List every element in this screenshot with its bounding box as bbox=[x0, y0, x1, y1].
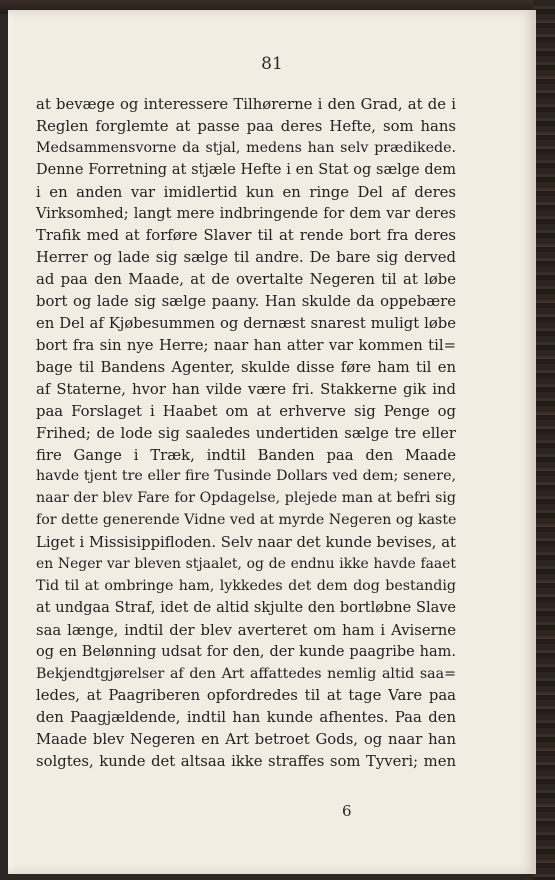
text-line: Reglen forglemte at passe paa deres Hefte, som hans bbox=[36, 117, 456, 135]
signature-mark: 6 bbox=[342, 802, 352, 820]
text-line: paa Forslaget i Haabet om at erhverve sig Penge og bbox=[36, 402, 456, 420]
text-line: saa længe, indtil der blev averteret om ham i Aviserne bbox=[36, 621, 456, 639]
text-line: Herrer og lade sig sælge til andre. De bare sig derved bbox=[36, 249, 456, 267]
text-line: for dette generende Vidne ved at myrde Negeren og kaste bbox=[36, 512, 457, 529]
text-line: ledes, at Paagriberen opfordredes til at tage Vare paa bbox=[36, 687, 456, 705]
page-number: 81 bbox=[261, 54, 283, 74]
text-line: fire Gange i Træk, indtil Banden paa den Maade bbox=[36, 446, 456, 464]
text-line: og en Belønning udsat for den, der kunde paagribe ham. bbox=[36, 643, 456, 660]
book-page bbox=[8, 10, 536, 874]
text-line: en Neger var bleven stjaalet, og de endnu ikke havde faaet bbox=[36, 556, 456, 573]
text-line: Liget i Missisippifloden. Selv naar det kunde bevises, at bbox=[36, 534, 456, 552]
body-text bbox=[36, 94, 456, 773]
text-line: Frihed; de lode sig saaledes undertiden sælge tre eller bbox=[36, 424, 456, 442]
text-line: af Staterne, hvor han vilde være fri. Stakkerne gik ind bbox=[36, 380, 456, 398]
text-line: naar der blev Fare for Opdagelse, plejede man at befri sig bbox=[36, 490, 456, 507]
text-line: bort og lade sig sælge paany. Han skulde da oppebære bbox=[36, 293, 456, 311]
text-line: at undgaa Straf, idet de altid skjulte den bortløbne Slave bbox=[36, 599, 456, 616]
text-line: Virksomhed; langt mere indbringende for dem var deres bbox=[36, 205, 456, 222]
text-line: Denne Forretning at stjæle Hefte i en Stat og sælge dem bbox=[36, 161, 456, 178]
text-line: at bevæge og interessere Tilhørerne i den Grad, at de i bbox=[36, 96, 456, 113]
text-line: Medsammensvorne da stjal, medens han selv prædikede. bbox=[36, 139, 456, 156]
text-line: havde tjent tre eller fire Tusinde Dollars ved dem; senere, bbox=[36, 468, 456, 485]
book-binding-edge bbox=[533, 0, 555, 880]
text-line: i en anden var imidlertid kun en ringe Del af deres bbox=[36, 183, 456, 201]
text-line: ad paa den Maade, at de overtalte Negeren til at løbe bbox=[36, 271, 456, 289]
text-line: en Del af Kjøbesummen og dernæst snarest muligt løbe bbox=[36, 315, 456, 333]
text-line: bort fra sin nye Herre; naar han atter var kommen til= bbox=[36, 336, 456, 354]
text-line: Maade blev Negeren en Art betroet Gods, og naar han bbox=[36, 731, 456, 749]
text-line: Trafik med at forføre Slaver til at rende bort fra deres bbox=[36, 227, 456, 245]
text-line: Tid til at ombringe ham, lykkedes det dem dog bestandig bbox=[36, 577, 456, 594]
text-line: den Paagjældende, indtil han kunde afhentes. Paa den bbox=[36, 709, 456, 727]
text-line: Bekjendtgjørelser af den Art affattedes nemlig altid saa= bbox=[36, 665, 456, 682]
text-line: solgtes, kunde det altsaa ikke straffes som Tyveri; men bbox=[36, 753, 456, 771]
text-line: bage til Bandens Agenter, skulde disse føre ham til en bbox=[36, 358, 456, 376]
